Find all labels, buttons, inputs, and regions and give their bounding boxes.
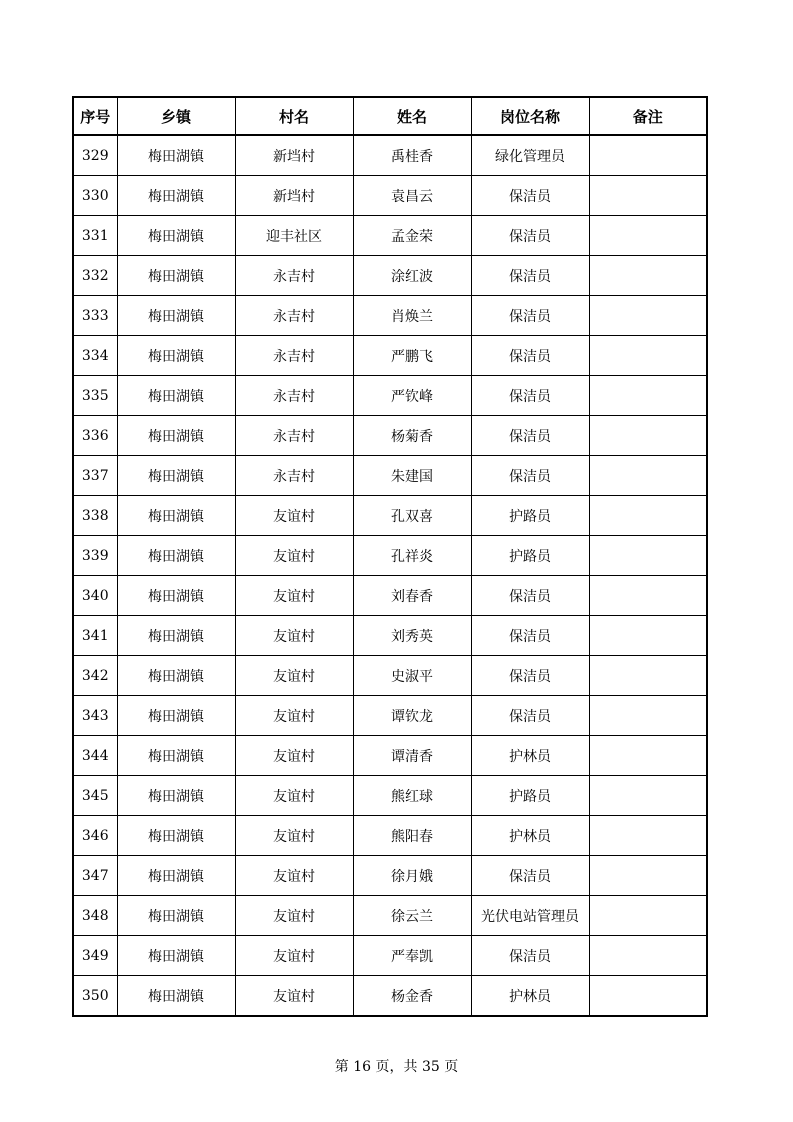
cell-name: 严鹏飞 <box>353 336 471 376</box>
cell-village: 新垱村 <box>235 135 353 176</box>
cell-index: 348 <box>73 896 117 936</box>
cell-village: 友谊村 <box>235 656 353 696</box>
table-row <box>73 296 707 336</box>
table-row <box>73 856 707 896</box>
cell-village: 友谊村 <box>235 616 353 656</box>
cell-town: 梅田湖镇 <box>117 256 235 296</box>
cell-position: 护路员 <box>471 776 589 816</box>
cell-position: 保洁员 <box>471 256 589 296</box>
cell-position: 护林员 <box>471 736 589 776</box>
cell-town: 梅田湖镇 <box>117 976 235 1017</box>
table-row <box>73 736 707 776</box>
table-row <box>73 616 707 656</box>
cell-town: 梅田湖镇 <box>117 456 235 496</box>
cell-town: 梅田湖镇 <box>117 135 235 176</box>
cell-village: 友谊村 <box>235 536 353 576</box>
cell-village: 友谊村 <box>235 576 353 616</box>
cell-position: 保洁员 <box>471 456 589 496</box>
cell-remarks <box>589 736 707 776</box>
cell-index: 346 <box>73 816 117 856</box>
cell-village: 迎丰社区 <box>235 216 353 256</box>
table-row <box>73 816 707 856</box>
cell-remarks <box>589 976 707 1017</box>
cell-town: 梅田湖镇 <box>117 336 235 376</box>
cell-name: 熊红球 <box>353 776 471 816</box>
header-remarks: 备注 <box>589 97 707 135</box>
header-index: 序号 <box>73 97 117 135</box>
cell-town: 梅田湖镇 <box>117 776 235 816</box>
cell-town: 梅田湖镇 <box>117 736 235 776</box>
page-footer: 第 16 页，共 35 页 <box>334 1059 459 1075</box>
cell-index: 333 <box>73 296 117 336</box>
cell-position: 保洁员 <box>471 416 589 456</box>
table-row <box>73 696 707 736</box>
table-row <box>73 896 707 936</box>
table-row <box>73 416 707 456</box>
cell-position: 保洁员 <box>471 616 589 656</box>
cell-remarks <box>589 656 707 696</box>
cell-position: 光伏电站管理员 <box>471 896 589 936</box>
cell-index: 349 <box>73 936 117 976</box>
table-row <box>73 216 707 256</box>
cell-town: 梅田湖镇 <box>117 416 235 456</box>
table-row <box>73 176 707 216</box>
cell-index: 334 <box>73 336 117 376</box>
cell-position: 保洁员 <box>471 296 589 336</box>
cell-name: 刘春香 <box>353 576 471 616</box>
cell-index: 340 <box>73 576 117 616</box>
cell-remarks <box>589 256 707 296</box>
cell-name: 严钦峰 <box>353 376 471 416</box>
cell-index: 343 <box>73 696 117 736</box>
roster-body <box>73 135 707 1016</box>
cell-remarks <box>589 696 707 736</box>
table-row <box>73 135 707 176</box>
cell-remarks <box>589 135 707 176</box>
cell-town: 梅田湖镇 <box>117 376 235 416</box>
cell-village: 友谊村 <box>235 736 353 776</box>
cell-village: 友谊村 <box>235 696 353 736</box>
cell-remarks <box>589 296 707 336</box>
cell-remarks <box>589 816 707 856</box>
cell-town: 梅田湖镇 <box>117 856 235 896</box>
cell-remarks <box>589 336 707 376</box>
cell-village: 永吉村 <box>235 456 353 496</box>
cell-village: 永吉村 <box>235 376 353 416</box>
cell-town: 梅田湖镇 <box>117 656 235 696</box>
cell-position: 护路员 <box>471 536 589 576</box>
cell-village: 永吉村 <box>235 296 353 336</box>
cell-name: 朱建国 <box>353 456 471 496</box>
cell-name: 谭钦龙 <box>353 696 471 736</box>
cell-name: 严奉凯 <box>353 936 471 976</box>
table-row <box>73 496 707 536</box>
cell-index: 335 <box>73 376 117 416</box>
header-name: 姓名 <box>353 97 471 135</box>
cell-remarks <box>589 576 707 616</box>
cell-village: 友谊村 <box>235 896 353 936</box>
header-position: 岗位名称 <box>471 97 589 135</box>
cell-index: 336 <box>73 416 117 456</box>
cell-name: 肖焕兰 <box>353 296 471 336</box>
cell-village: 新垱村 <box>235 176 353 216</box>
cell-remarks <box>589 216 707 256</box>
cell-village: 永吉村 <box>235 416 353 456</box>
cell-remarks <box>589 176 707 216</box>
cell-name: 杨金香 <box>353 976 471 1017</box>
cell-position: 保洁员 <box>471 856 589 896</box>
cell-name: 袁昌云 <box>353 176 471 216</box>
table-row <box>73 336 707 376</box>
cell-position: 保洁员 <box>471 696 589 736</box>
cell-index: 342 <box>73 656 117 696</box>
cell-remarks <box>589 416 707 456</box>
table-row <box>73 536 707 576</box>
cell-position: 保洁员 <box>471 176 589 216</box>
cell-index: 332 <box>73 256 117 296</box>
cell-name: 孔双喜 <box>353 496 471 536</box>
cell-remarks <box>589 776 707 816</box>
cell-village: 友谊村 <box>235 496 353 536</box>
cell-name: 孔祥炎 <box>353 536 471 576</box>
cell-town: 梅田湖镇 <box>117 816 235 856</box>
table-row <box>73 976 707 1017</box>
cell-name: 禹桂香 <box>353 135 471 176</box>
cell-position: 保洁员 <box>471 656 589 696</box>
cell-village: 友谊村 <box>235 856 353 896</box>
table-row <box>73 376 707 416</box>
cell-index: 329 <box>73 135 117 176</box>
cell-index: 347 <box>73 856 117 896</box>
cell-index: 344 <box>73 736 117 776</box>
cell-town: 梅田湖镇 <box>117 896 235 936</box>
cell-town: 梅田湖镇 <box>117 696 235 736</box>
cell-town: 梅田湖镇 <box>117 216 235 256</box>
cell-name: 孟金荣 <box>353 216 471 256</box>
cell-village: 友谊村 <box>235 936 353 976</box>
cell-village: 永吉村 <box>235 256 353 296</box>
table-row <box>73 576 707 616</box>
cell-remarks <box>589 936 707 976</box>
cell-village: 友谊村 <box>235 976 353 1017</box>
cell-town: 梅田湖镇 <box>117 536 235 576</box>
cell-index: 337 <box>73 456 117 496</box>
roster-table <box>72 96 708 1017</box>
cell-town: 梅田湖镇 <box>117 296 235 336</box>
cell-remarks <box>589 856 707 896</box>
cell-town: 梅田湖镇 <box>117 616 235 656</box>
cell-village: 永吉村 <box>235 336 353 376</box>
cell-index: 345 <box>73 776 117 816</box>
cell-index: 338 <box>73 496 117 536</box>
cell-name: 史淑平 <box>353 656 471 696</box>
cell-name: 徐月娥 <box>353 856 471 896</box>
cell-village: 友谊村 <box>235 816 353 856</box>
cell-remarks <box>589 896 707 936</box>
cell-name: 杨菊香 <box>353 416 471 456</box>
table-row <box>73 776 707 816</box>
cell-town: 梅田湖镇 <box>117 936 235 976</box>
header-town: 乡镇 <box>117 97 235 135</box>
cell-position: 保洁员 <box>471 936 589 976</box>
cell-index: 330 <box>73 176 117 216</box>
cell-position: 绿化管理员 <box>471 135 589 176</box>
cell-position: 护林员 <box>471 976 589 1017</box>
table-row <box>73 456 707 496</box>
cell-index: 341 <box>73 616 117 656</box>
cell-name: 熊阳春 <box>353 816 471 856</box>
table-row <box>73 936 707 976</box>
cell-remarks <box>589 376 707 416</box>
cell-remarks <box>589 496 707 536</box>
cell-town: 梅田湖镇 <box>117 176 235 216</box>
cell-index: 339 <box>73 536 117 576</box>
cell-position: 保洁员 <box>471 376 589 416</box>
cell-position: 护路员 <box>471 496 589 536</box>
table-row <box>73 656 707 696</box>
cell-town: 梅田湖镇 <box>117 576 235 616</box>
cell-village: 友谊村 <box>235 776 353 816</box>
cell-town: 梅田湖镇 <box>117 496 235 536</box>
cell-remarks <box>589 536 707 576</box>
cell-position: 护林员 <box>471 816 589 856</box>
cell-position: 保洁员 <box>471 576 589 616</box>
header-village: 村名 <box>235 97 353 135</box>
header-row <box>73 97 707 135</box>
cell-name: 涂红波 <box>353 256 471 296</box>
cell-name: 刘秀英 <box>353 616 471 656</box>
table-row <box>73 256 707 296</box>
cell-index: 350 <box>73 976 117 1017</box>
cell-remarks <box>589 456 707 496</box>
cell-remarks <box>589 616 707 656</box>
cell-index: 331 <box>73 216 117 256</box>
cell-position: 保洁员 <box>471 336 589 376</box>
cell-position: 保洁员 <box>471 216 589 256</box>
cell-name: 徐云兰 <box>353 896 471 936</box>
cell-name: 谭清香 <box>353 736 471 776</box>
